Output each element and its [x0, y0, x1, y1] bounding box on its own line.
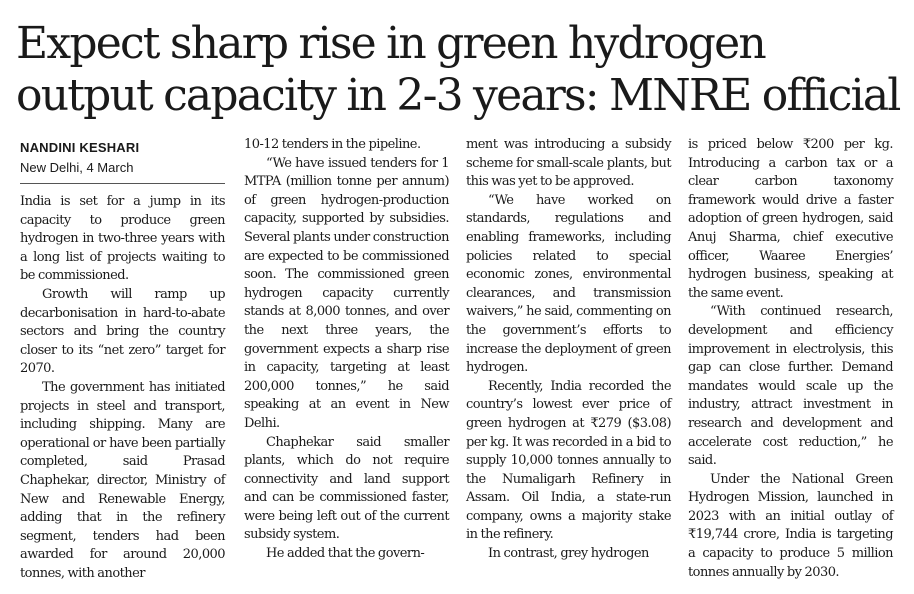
paragraph: India is set for a jump in its capacity to produce green hydrogen in two-three years with a long list of projects waiting to be commissioned. — [20, 194, 225, 284]
paragraph: Chaphekar said smaller plants, which do not require connectivity and land support and can be commissioned faster, were being left out of the current subsidy system. — [244, 434, 449, 543]
paragraph: He added that the govern- — [266, 546, 425, 562]
paragraph: Recently, India recorded the country’s lowest ever price of green hydrogen at ₹279 ($3.08) per kg. It was recorded in a bid to supply 10,000 tonnes annually to the Numaligarh Refinery in Assam. Oil India, a state-run company, owns a majority stake in the refinery. — [466, 378, 671, 543]
byline — [20, 138, 225, 178]
paragraph: In contrast, grey hydrogen — [488, 546, 649, 562]
byline-divider — [20, 183, 225, 184]
author-name: NANDINI KESHARI — [20, 140, 140, 155]
column-2 — [244, 136, 449, 564]
column-1 — [20, 193, 225, 583]
paragraph: “We have issued tenders for 1 MTPA (million tonne per annum) of green hydrogen-production capacity, supported by subsidies. Several plants under construction are expected to be commissioned soon. The commissioned green hydrogen capacity currently stands at 8,000 tonnes, and over the next three years, the government expects a sharp rise in capacity, targeting at least 200,000 tonnes,” he said speaking at an event in New Delhi. — [244, 155, 449, 431]
column-4 — [688, 136, 893, 582]
headline: Expect sharp rise in green hydrogen output capacity in 2-3 years: MNRE official — [16, 18, 900, 121]
paragraph: is priced below ₹200 per kg. Introducing a carbon tax or a clear carbon taxonomy framework would drive a faster adoption of green hydrogen, said Anuj Sharma, chief executive officer, Waaree Energies’ hydrogen business, speaking at the same event. — [688, 137, 893, 301]
paragraph: 10-12 tenders in the pipeline. — [244, 137, 421, 152]
paragraph: The government has initiated projects in steel and transport, including shipping. Many are operational or have been partially completed, said Prasad Chaphekar, director, Ministry of New and Renewable Energy, adding that in the refinery segment, tenders had been awarded for around 20,000 tonnes, with another — [20, 379, 225, 581]
column-3 — [466, 136, 671, 564]
paragraph: Under the National Green Hydrogen Mission, launched in 2023 with an initial outlay of ₹19,744 crore, India is targeting a capacity to produce 5 million tonnes annually by 2030. — [688, 471, 893, 580]
paragraph: “With continued research, development and efficiency improvement in electrolysis, this gap can close further. Demand mandates would scale up the industry, attract investment in research and development and accelerate cost reduction,” he said. — [688, 304, 893, 469]
paragraph: Growth will ramp up decarbonisation in hard-to-abate sectors and bring the country closer to its “net zero” target for 2070. — [20, 286, 225, 377]
paragraph: ment was introducing a subsidy scheme for small-scale plants, but this was yet to be approved. — [466, 137, 671, 190]
dateline: New Delhi, 4 March — [20, 160, 134, 175]
paragraph: “We have worked on standards, regulations and enabling frameworks, including policies related to special economic zones, environmental clearances, and transmission waivers,” he said, commenting on the government’s efforts to increase the deployment of green hydrogen. — [466, 192, 671, 376]
